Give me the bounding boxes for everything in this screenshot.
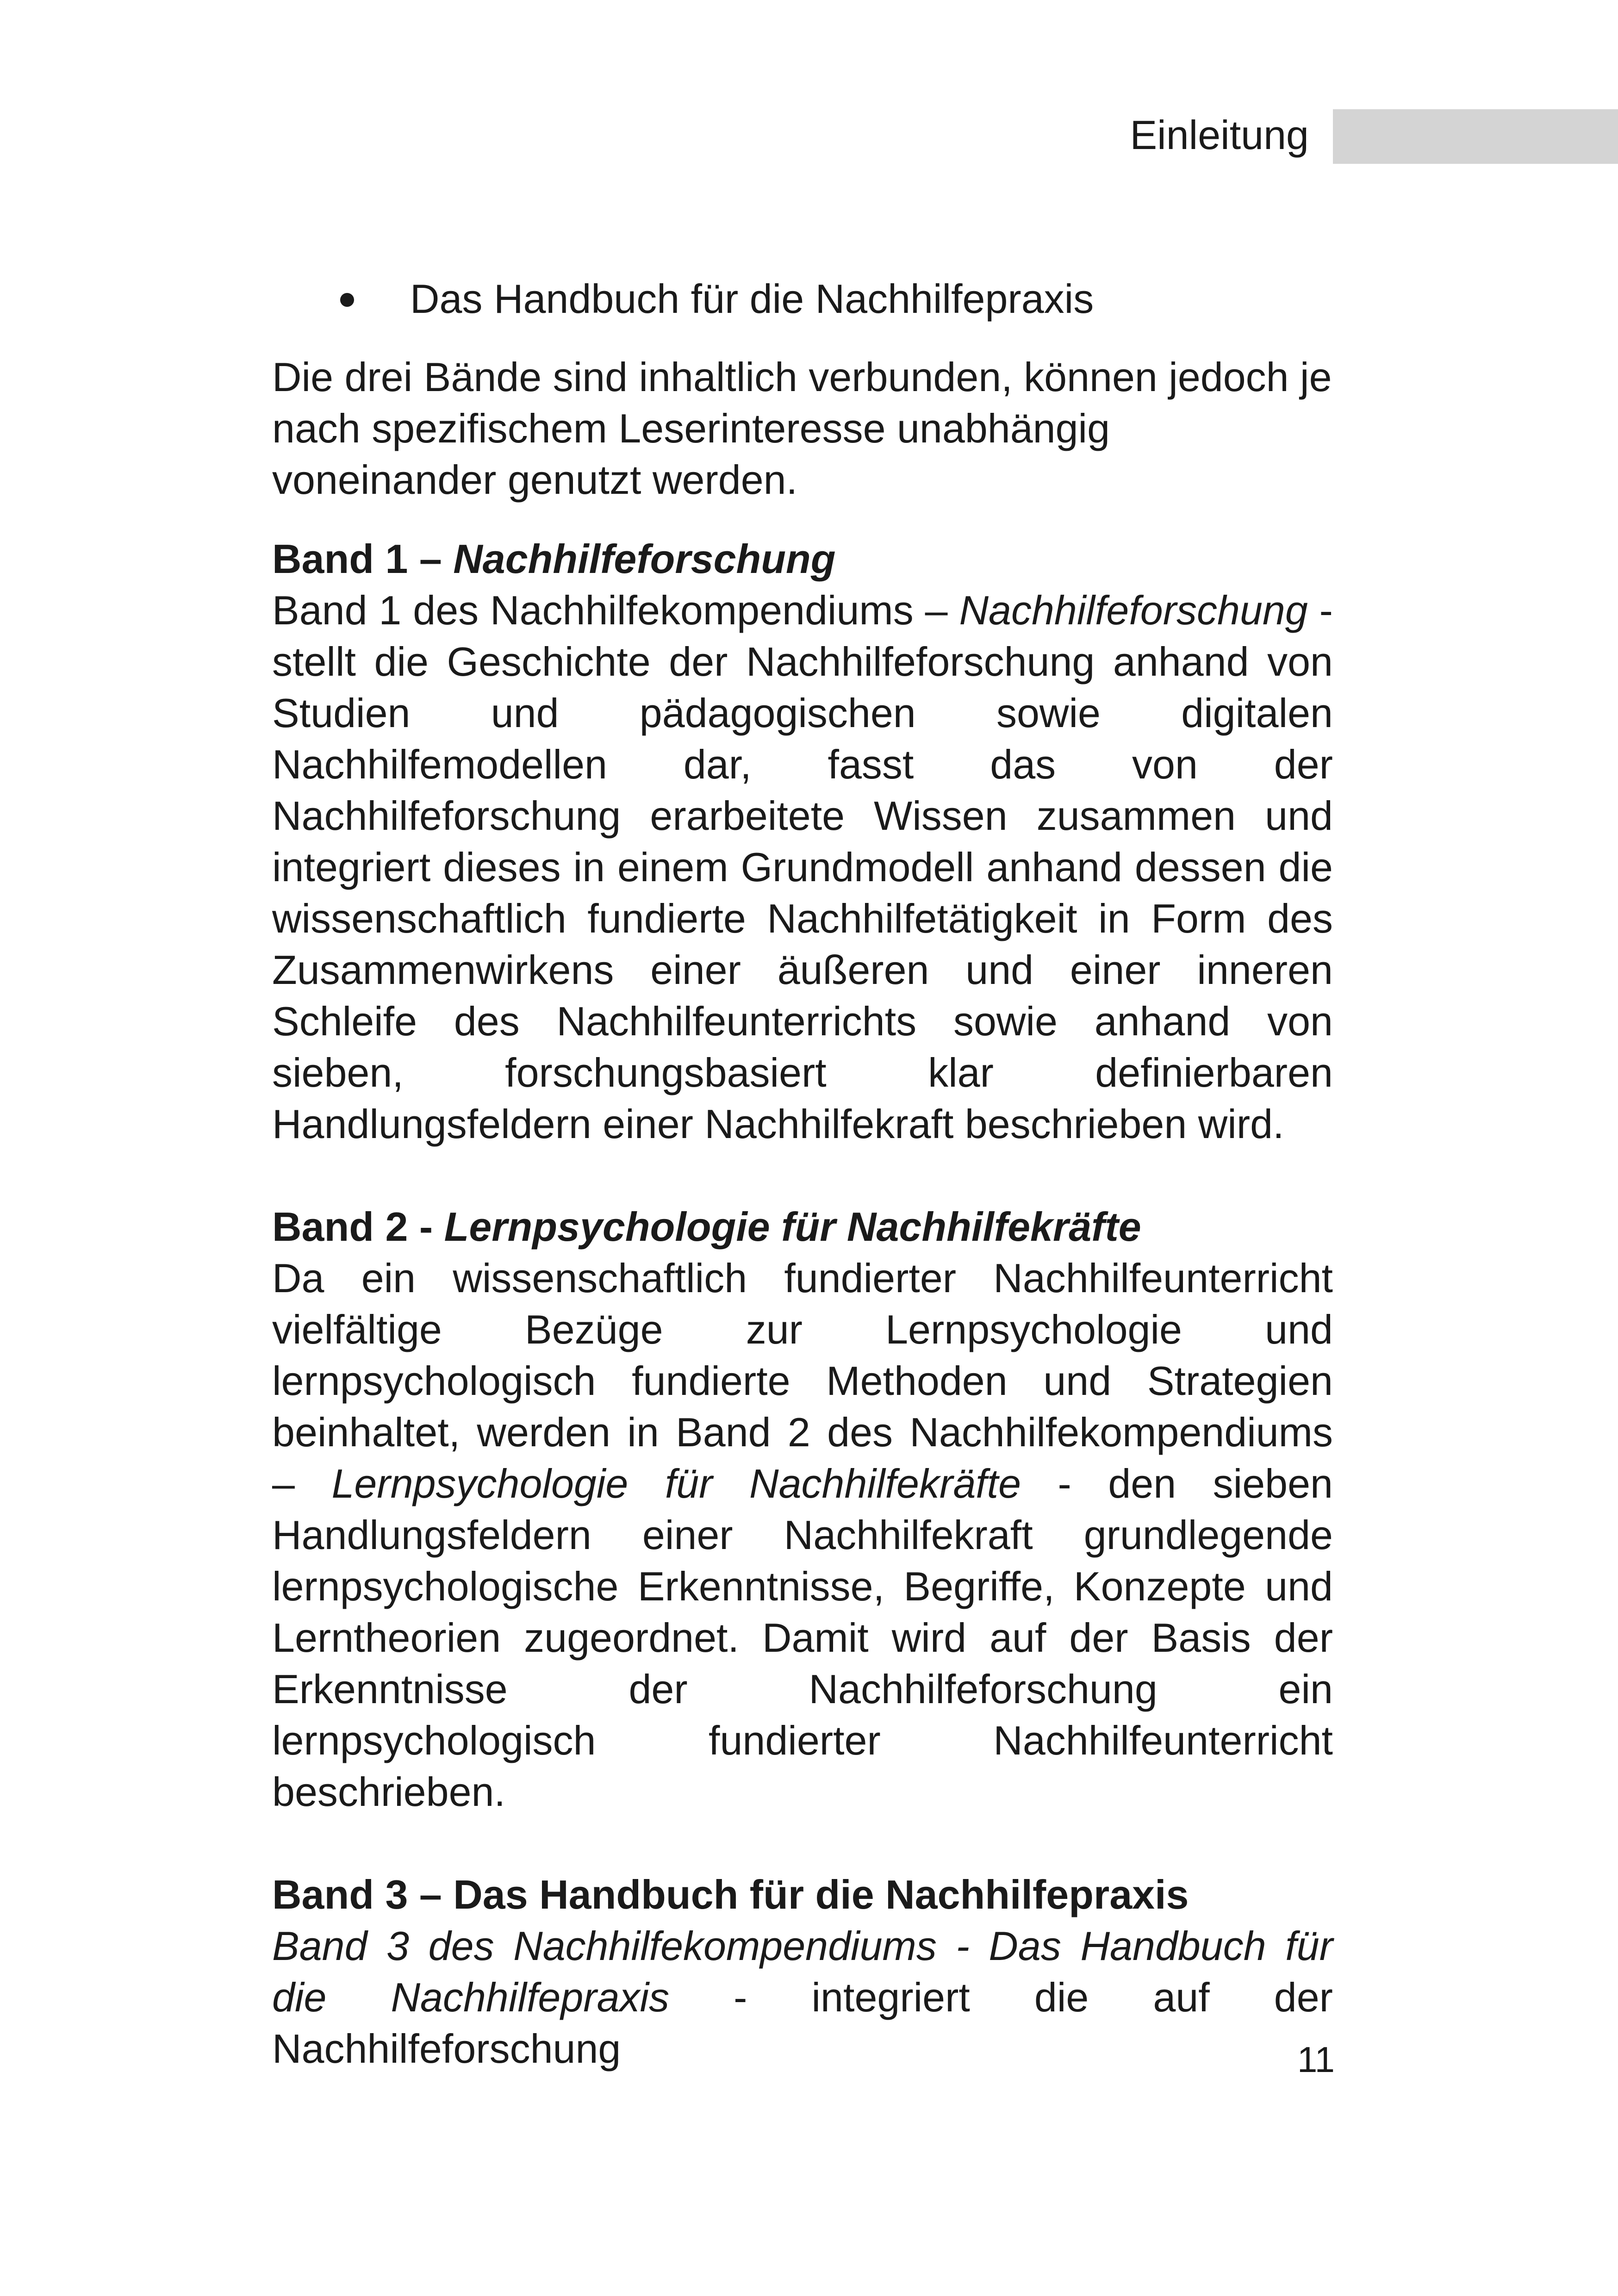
band-2-text-after: - den sieben Handlungsfeldern einer Nachhilfekraft grundlegende lernpsychologische Erkenntnisse, Begriffe, Konzepte und Lerntheorien zugeordnet. Damit wird auf der Basis der Erkenntnisse der Nachhilfeforschung ein lernpsychologisch fundierter Nachhilfeunterricht beschrieben.	[272, 1461, 1333, 1815]
band-1-heading-title: Nachhilfeforschung	[453, 536, 836, 582]
band-2-text-italic: Lernpsychologie für Nachhilfekräfte	[331, 1461, 1021, 1506]
band-2-heading-title: Lernpsychologie für Nachhilfekräfte	[444, 1204, 1141, 1250]
bullet-dot-icon	[340, 293, 354, 307]
bullet-item	[272, 273, 1333, 324]
page-number: 11	[1297, 2039, 1335, 2080]
band-1-heading	[272, 533, 1333, 585]
band-3-text-italic: Band 3 des Nachhilfekompendiums - Das Handbuch für die Nachhilfepraxis	[272, 1923, 1333, 2020]
intro-paragraph: Die drei Bände sind inhaltlich verbunden, können jedoch je nach spezifischem Leserinteresse unabhängig voneinander genutzt werden.	[272, 354, 1332, 503]
band-3-heading	[272, 1869, 1333, 1920]
band-1-text-after: - stellt die Geschichte der Nachhilfeforschung anhand von Studien und pädagogischen sowie digitalen Nachhilfemodellen dar, fasst das von der Nachhilfeforschung erarbeitete Wissen zusammen und integriert dieses in einem Grundmodell anhand dessen die wissenschaftlich fundierte Nachhilfetätigkeit in Form des Zusammenwirkens einer äußeren und einer inneren Schleife des Nachhilfeunterrichts sowie anhand von sieben, forschungsbasiert klar definierbaren Handlungsfeldern einer Nachhilfekraft beschrieben wird.	[272, 587, 1333, 1147]
bullet-text: Das Handbuch für die Nachhilfepraxis	[410, 276, 1094, 322]
running-header: Einleitung	[1130, 112, 1309, 158]
band-1-heading-prefix: Band 1 –	[272, 536, 454, 582]
band-1-text	[272, 585, 1333, 1150]
band-1-text-italic: Nachhilfeforschung	[959, 587, 1308, 633]
band-3-text	[272, 1920, 1333, 2074]
band-2-text-before: Da ein wissenschaftlich fundierter Nachhilfeunterricht vielfältige Bezüge zur Lernpsychologie und lernpsychologisch fundierte Methoden und Strategien beinhaltet, werden in Band 2 des Nachhilfekompendiums –	[272, 1255, 1333, 1506]
band-2-section	[272, 1201, 1333, 1817]
band-3-section	[272, 1869, 1333, 2074]
page-body	[272, 273, 1333, 2126]
band-1-text-before: Band 1 des Nachhilfekompendiums –	[272, 587, 959, 633]
band-2-text	[272, 1252, 1333, 1817]
band-1-section	[272, 533, 1333, 1150]
header-tab-bar	[1333, 109, 1618, 164]
band-3-heading-prefix: Band 3 – Das Handbuch für die Nachhilfepraxis	[272, 1872, 1189, 1917]
band-3-text-after: - integriert die auf der Nachhilfeforschung	[272, 1974, 1333, 2072]
band-2-heading-prefix: Band 2 -	[272, 1204, 444, 1250]
band-2-heading	[272, 1201, 1333, 1252]
